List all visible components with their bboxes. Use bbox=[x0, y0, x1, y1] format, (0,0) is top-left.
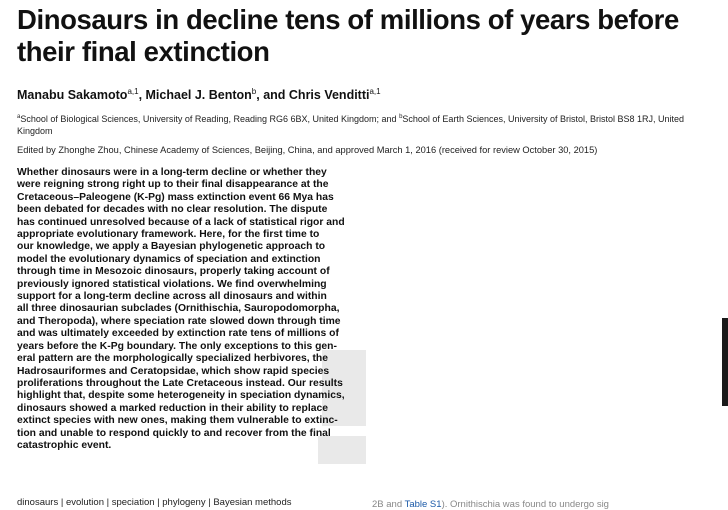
abstract-line: Whether dinosaurs were in a long-term decline or whether they bbox=[17, 167, 327, 178]
affiliation-b-mark: b bbox=[399, 114, 403, 120]
abstract-line: were reigning strong right up to their final disappearance at the bbox=[17, 179, 329, 191]
abstract-line: extinct species with new ones, making them vulnerable to extinc- bbox=[17, 415, 338, 427]
abstract-line: model the evolutionary dynamics of speciation and extinction bbox=[17, 253, 321, 265]
table-s1-link[interactable]: Table S1 bbox=[404, 499, 442, 510]
affiliation-b: School of Earth Sciences, University of Bristol, Bristol BS8 1RJ, United Kingdom bbox=[17, 114, 685, 136]
keyword: evolution bbox=[65, 497, 104, 508]
abstract-line: been debated for decades with no clear resolution. The dispute bbox=[17, 204, 328, 216]
abstract-line: dinosaurs showed a marked reduction in their ability to replace bbox=[17, 402, 328, 414]
article-title: Dinosaurs in decline tens of millions of years before their final extinction bbox=[17, 4, 679, 67]
abstract bbox=[17, 167, 360, 452]
author-name[interactable]: Michael J. Benton bbox=[145, 88, 252, 103]
abstract-line: years before the K-Pg boundary. The only exceptions to this gen- bbox=[17, 340, 337, 352]
abstract-line: highlight that, despite some heterogeneity in speciation dynamics, bbox=[17, 390, 345, 402]
author-affiliation-mark: b bbox=[251, 87, 257, 96]
keyword: dinosaurs bbox=[17, 497, 59, 508]
abstract-line: has continued unresolved because of a lack of statistical rigor and bbox=[17, 216, 345, 228]
author-affiliation-mark: a,1 bbox=[369, 87, 381, 96]
abstract-line: support for a long-term decline across all dinosaurs and within bbox=[17, 291, 327, 303]
keyword-separator: | bbox=[154, 497, 163, 508]
abstract-line: through time in Mesozoic dinosaurs, properly taking account of bbox=[17, 266, 330, 278]
keyword: Bayesian methods bbox=[213, 497, 292, 508]
abstract-line: eral pattern are the morphologically specialized herbivores, the bbox=[17, 353, 328, 365]
abstract-line: catastrophic event. bbox=[17, 439, 112, 451]
affiliation-a: School of Biological Sciences, University of Reading, Reading RG6 6BX, United Kingdom; and bbox=[20, 114, 400, 124]
abstract-line: proliferations throughout the Late Cretaceous instead. Our results bbox=[17, 377, 343, 389]
author-list bbox=[17, 87, 381, 102]
abstract-line: Cretaceous–Paleogene (K-Pg) mass extinction event 66 Mya has bbox=[17, 191, 334, 203]
keywords bbox=[17, 497, 292, 508]
author-separator: , and bbox=[256, 88, 289, 103]
abstract-line: appropriate evolutionary framework. Here, for the first time to bbox=[17, 229, 320, 241]
abstract-line: Hadrosauriformes and Ceratopsidae, which show rapid species bbox=[17, 365, 330, 377]
abstract-line: and was ultimately exceeded by extinction rate tens of millions of bbox=[17, 328, 339, 340]
abstract-line: all three dinosaurian subclades (Ornithischia, Sauropodomorpha, bbox=[17, 303, 340, 315]
affiliation-a-mark: a bbox=[17, 114, 21, 120]
abstract-line: previously ignored statistical violations. We find overwhelming bbox=[17, 278, 327, 290]
keyword-separator: | bbox=[103, 497, 112, 508]
keyword-separator: | bbox=[205, 497, 214, 508]
next-column-fragment bbox=[372, 499, 609, 510]
abstract-line: and Theropoda), where speciation rate slowed down through time bbox=[17, 315, 341, 327]
keyword-separator: | bbox=[58, 497, 66, 508]
keyword: speciation bbox=[111, 497, 155, 508]
keyword: phylogeny bbox=[162, 497, 206, 508]
fragment-suffix: ). Ornithischia was found to undergo sig bbox=[441, 499, 609, 510]
fragment-prefix: 2B and bbox=[372, 499, 405, 510]
author-affiliation-mark: a,1 bbox=[127, 87, 139, 96]
abstract-line: our knowledge, we apply a Bayesian phylogenetic approach to bbox=[17, 241, 326, 253]
scrollbar-thumb[interactable] bbox=[722, 318, 728, 406]
author-name[interactable]: Manabu Sakamoto bbox=[17, 88, 128, 103]
edited-by-note: Edited by Zhonghe Zhou, Chinese Academy of Sciences, Beijing, China, and approved March 1, 2016 (received for review October 30, 2015) bbox=[17, 145, 598, 155]
abstract-line: tion and unable to respond quickly to and recover from the final bbox=[17, 427, 331, 439]
author-name[interactable]: Chris Venditti bbox=[288, 88, 370, 103]
affiliations bbox=[17, 111, 717, 137]
author-separator: , bbox=[138, 88, 146, 103]
